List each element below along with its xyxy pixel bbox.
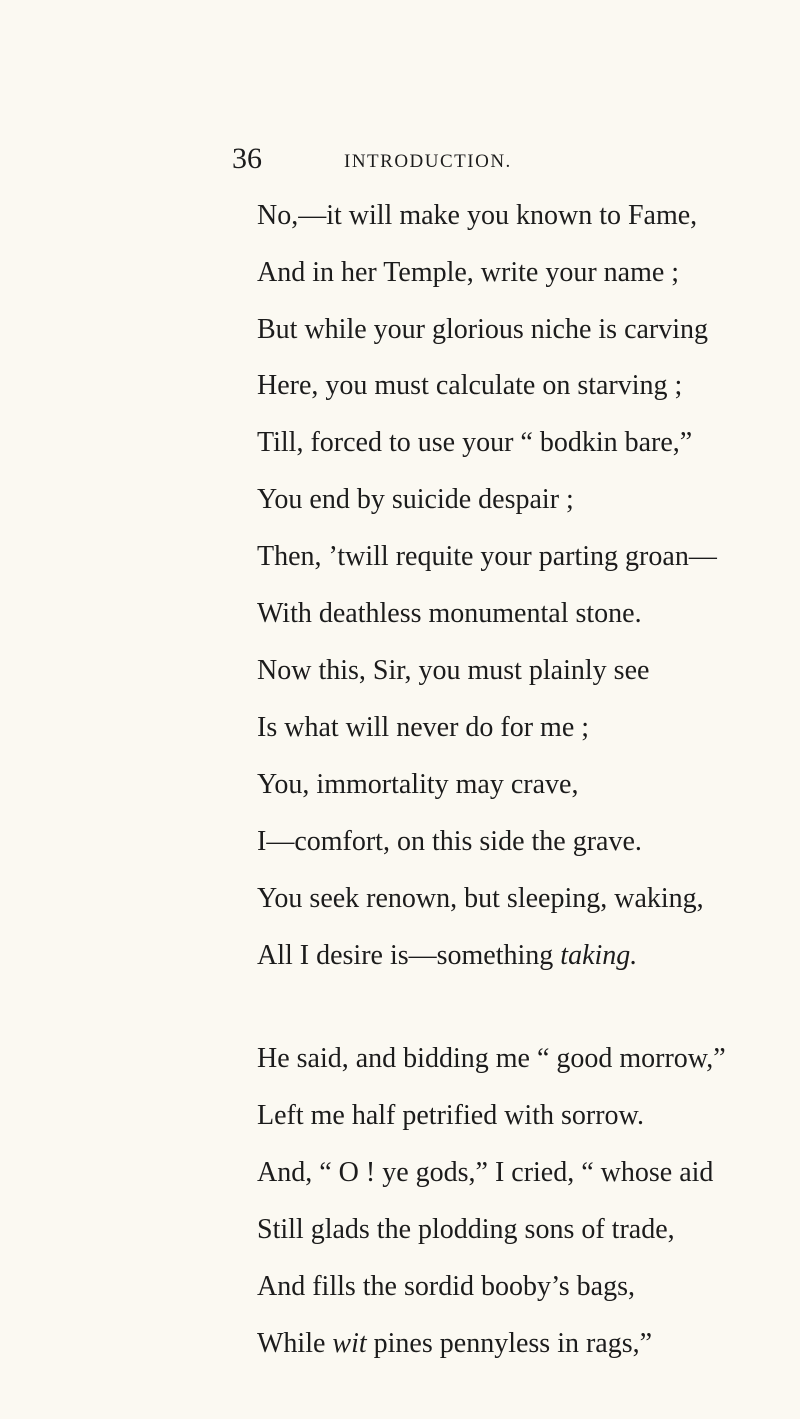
poem-line: And fills the sordid booby’s bags, [257,1271,635,1302]
poem-line [257,940,637,972]
poem-line: You end by suicide despair ; [257,484,574,515]
poem-line: No,—it will make you known to Fame, [257,200,698,231]
running-title: INTRODUCTION. [344,151,512,172]
emphasis-word: taking. [560,940,638,971]
emphasis-word: wit [332,1328,367,1359]
poem-line [257,1328,652,1360]
poem-line: Now this, Sir, you must plainly see [257,655,650,686]
poem-line: Still glads the plodding sons of trade, [257,1214,675,1245]
poem-line: I—comfort, on this side the grave. [257,826,642,857]
poem-line: But while your glorious niche is carving [257,314,709,345]
poem-line: You seek renown, but sleeping, waking, [257,883,704,914]
poem-line: You, immortality may crave, [257,769,579,800]
poem-line: Is what will never do for me ; [257,712,590,743]
poem-line-text: While [257,1328,333,1359]
poem-line: And, “ O ! ye gods,” I cried, “ whose aid [257,1157,714,1188]
poem-line: Till, forced to use your “ bodkin bare,” [257,427,693,458]
poem-line: And in her Temple, write your name ; [257,257,680,288]
poem-line: Then, ’twill requite your parting groan— [257,541,717,572]
page-number: 36 [232,142,262,175]
poem-line: He said, and bidding me “ good morrow,” [257,1043,726,1074]
poem-line-text: pines pennyless in rags,” [366,1328,653,1359]
poem-line-text: All I desire is—something [257,940,561,971]
poem-line: Here, you must calculate on starving ; [257,370,683,401]
poem-line: Left me half petrified with sorrow. [257,1100,644,1131]
poem-line: With deathless monumental stone. [257,598,642,629]
